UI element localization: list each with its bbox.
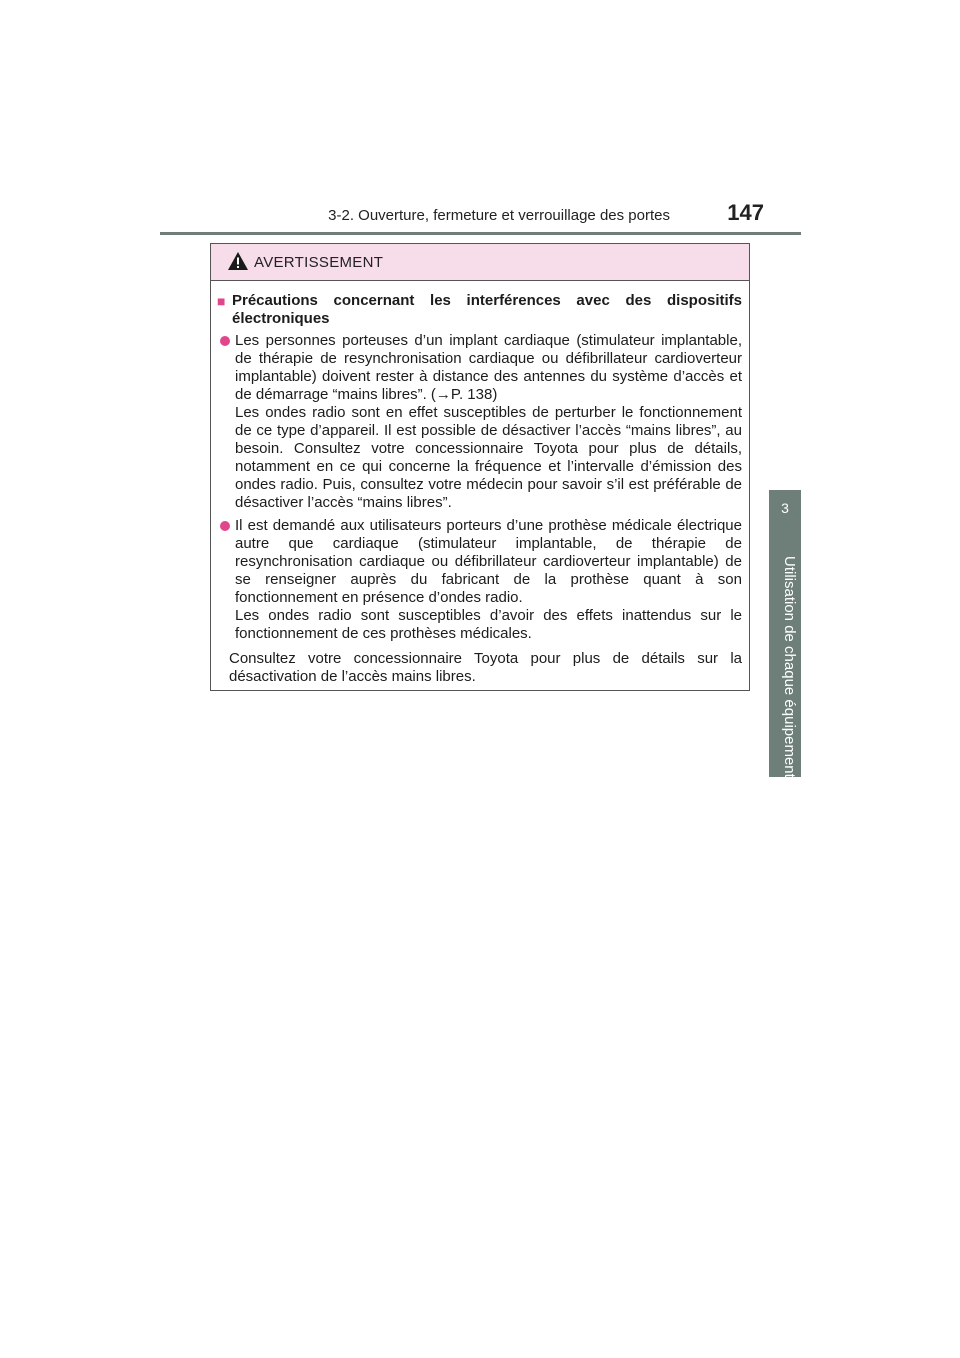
paragraph: Les ondes radio sont en effet susceptibles de perturber le fonctionnement de ce type d’appareil. Il est possible de désactiver l’accès “mains libres”, au besoin. Consultez votre concessionnaire Toyota pour plus de détails, notamment en ce qui concerne la fréquence et l’intervalle d’émission des ondes radio. Puis, consultez votre médecin pour savoir s’il est préférable de désactiver l’accès “mains libres”. <box>235 404 742 511</box>
square-bullet-icon: ■ <box>217 293 226 309</box>
bullet-dot-icon <box>220 517 235 643</box>
header-rule <box>160 232 801 235</box>
warning-heading-text: Précautions concernant les interférences avec des dispositifs électroniques <box>232 292 742 327</box>
warning-heading <box>217 292 742 328</box>
warning-body <box>211 281 749 686</box>
paragraph: Les ondes radio sont susceptibles d’avoir des effets inattendus sur le fonctionnement de ces prothèses médicales. <box>235 607 742 642</box>
chapter-label: Utilisation de chaque équipement <box>781 556 798 778</box>
chapter-number: 3 <box>781 500 789 516</box>
list-item-text <box>235 332 742 512</box>
bullet-dot-icon <box>220 332 235 512</box>
list-item-text <box>235 517 742 643</box>
section-title: 3-2. Ouverture, fermeture et verrouillage des portes <box>328 207 670 224</box>
list-item <box>220 332 742 512</box>
warning-note: Consultez votre concessionnaire Toyota pour plus de détails sur la désactivation de l’accès mains libres. <box>229 650 742 685</box>
paragraph: Il est demandé aux utilisateurs porteurs d’une prothèse médicale électrique autre que cardiaque (stimulateur implantable, de thérapie de resynchronisation cardiaque ou défibrillateur cardioverteur implantable) de se renseigner auprès du fabricant de la prothèse quant à son fonctionnement en présence d’ondes radio. <box>235 517 742 606</box>
warning-header <box>211 244 749 281</box>
list-item <box>220 517 742 643</box>
warning-title: AVERTISSEMENT <box>254 254 384 271</box>
page-number: 147 <box>727 200 764 225</box>
warning-box <box>210 243 750 691</box>
warning-triangle-icon <box>227 251 249 271</box>
paragraph: Les personnes porteuses d’un implant cardiaque (stimulateur implantable, de thérapie de resynchronisation cardiaque ou défibrillateur cardioverteur implantable) doivent rester à distance des antennes du système d’accès et de démarrage “mains libres”. (→P. 138) <box>235 332 742 403</box>
